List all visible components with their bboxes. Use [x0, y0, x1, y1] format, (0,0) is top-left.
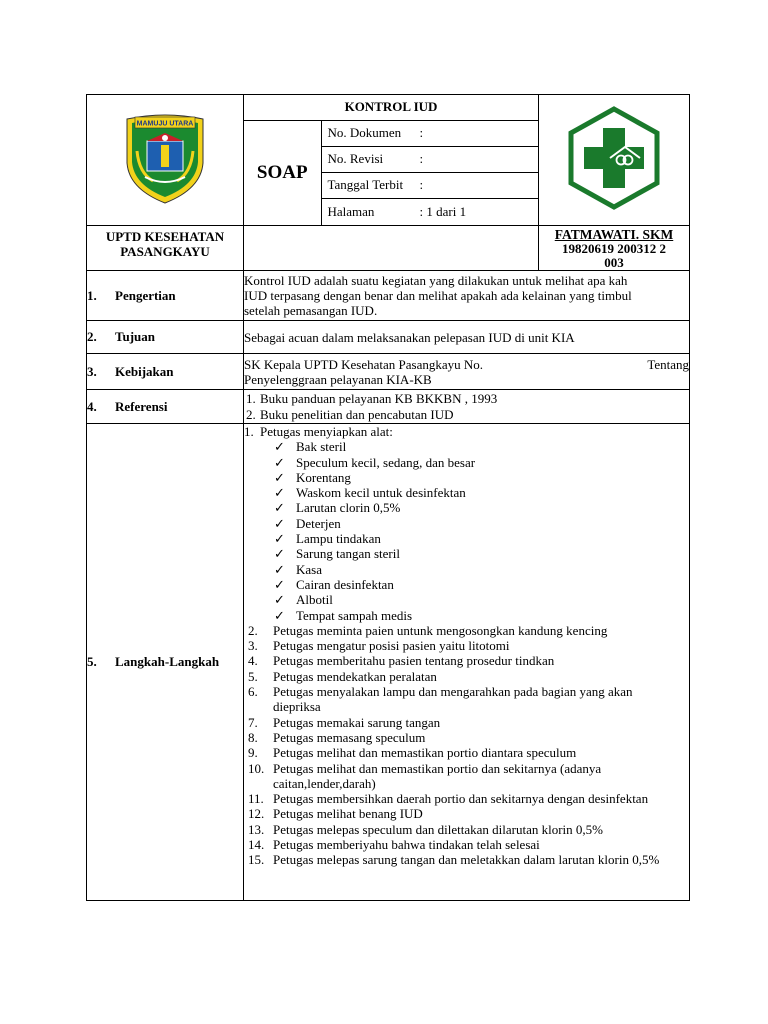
sop-document-table [86, 94, 690, 901]
soap-label: SOAP [244, 120, 321, 225]
meta-label: Tanggal Terbit [327, 177, 404, 192]
section-label-pengertian: 1. Pengertian [87, 271, 244, 321]
checkmark-icon: ✓ [274, 561, 285, 577]
checkmark-icon: ✓ [274, 576, 285, 592]
list-item: 1. Buku panduan pelayanan KB BKKBN , 1993 [246, 391, 498, 407]
checklist-item: ✓ Sarung tangan steril [274, 546, 400, 562]
checklist-item: ✓ Kasa [274, 561, 322, 577]
meta-row-halaman: Halaman : 1 dari 1 [327, 203, 467, 219]
checklist-item: ✓ Larutan clorin 0,5% [274, 500, 401, 516]
empty-center-cell [244, 226, 539, 271]
section-label-langkah: 5. Langkah-Langkah [87, 424, 244, 901]
list-item: 14. Petugas memberiyahu bahwa tindakan telah selesai [248, 837, 540, 853]
left-logo-cell [87, 95, 244, 226]
checklist-item: ✓ Speculum kecil, sedang, dan besar [274, 454, 476, 470]
list-item: 3. Petugas mengatur posisi pasien yaitu litotomi [248, 638, 510, 654]
meta-label: Halaman [327, 203, 375, 219]
meta-value: 1 dari 1 [426, 203, 467, 219]
list-item: 12. Petugas melihat benang IUD [248, 806, 423, 822]
section-label-tujuan: 2. Tujuan [87, 321, 244, 354]
checklist-item: ✓ Albotil [274, 592, 333, 608]
checkmark-icon: ✓ [274, 469, 285, 485]
section-content-kebijakan: SK Kepala UPTD Kesehatan Pasangkayu No. Tentang Penyelenggraan pelayanan KIA-KB [244, 354, 690, 390]
meta-row-tanggal-terbit: Tanggal Terbit : [321, 172, 538, 198]
checkmark-icon: ✓ [274, 607, 285, 623]
checkmark-icon: ✓ [274, 439, 285, 455]
crest-banner-text: MAMUJU UTARA [136, 120, 194, 128]
checklist-item: ✓ Cairan desinfektan [274, 576, 394, 592]
section-content-tujuan: Sebagai acuan dalam melaksanakan pelepasan IUD di unit KIA [244, 321, 690, 354]
list-item: 15. Petugas melepas sarung tangan dan meletakkan dalam larutan klorin 0,5% [248, 852, 660, 868]
document-title: KONTROL IUD [244, 95, 538, 120]
checkmark-icon: ✓ [274, 485, 285, 501]
puskesmas-health-logo-icon [566, 106, 662, 210]
signer-name: FATMAWATI. SKM [554, 227, 674, 242]
section-content-referensi [244, 390, 690, 424]
section-label-referensi: 4. Referensi [87, 390, 244, 424]
list-item: 5. Petugas mendekatkan peralatan [248, 668, 437, 684]
checklist-item: ✓ Bak steril [274, 439, 347, 455]
checkmark-icon: ✓ [274, 500, 285, 516]
checklist-item: ✓ Deterjen [274, 515, 341, 531]
list-item: 6. Petugas menyalakan lampu dan mengarahkan pada bagian yang akan diepriksa [248, 684, 633, 715]
checkmark-icon: ✓ [274, 515, 285, 531]
signer-block [539, 226, 690, 271]
checkmark-icon: ✓ [274, 454, 285, 470]
checkmark-icon: ✓ [274, 546, 285, 562]
signer-id-line2: 003 [604, 255, 624, 270]
section-content-pengertian: Kontrol IUD adalah suatu kegiatan yang dilakukan untuk melihat apa kah IUD terpasang dengan benar dan melihat apakah ada kelainan yang timbul setelah pemasangan IUD. [244, 271, 690, 321]
checklist-item: ✓ Korentang [274, 469, 351, 485]
signer-id-line1: 19820619 200312 2 [562, 241, 666, 256]
section-label-kebijakan: 3. Kebijakan [87, 354, 244, 390]
header-meta-table [244, 95, 538, 225]
checkmark-icon: ✓ [274, 531, 285, 547]
meta-row-no-revisi: No. Revisi : [321, 146, 538, 172]
list-item: 11. Petugas membersihkan daerah portio dan sekitarnya dengan desinfektan [248, 791, 649, 807]
checklist-item: ✓ Lampu tindakan [274, 531, 381, 547]
meta-label: No. Revisi [327, 151, 384, 166]
list-item: 13. Petugas melepas speculum dan dilettakan dilarutan klorin 0,5% [248, 821, 603, 837]
meta-label: No. Dokumen [327, 125, 402, 140]
meta-row-no-dokumen: No. Dokumen : [321, 120, 538, 146]
mamuju-utara-crest-icon [123, 111, 207, 205]
checkmark-icon: ✓ [274, 592, 285, 608]
list-item: 9. Petugas melihat dan memastikan portio diantara speculum [248, 745, 577, 761]
tools-checklist [244, 439, 683, 623]
list-item: 2. Petugas meminta paien untunk mengosongkan kandung kencing [248, 622, 608, 638]
list-item: 4. Petugas memberitahu pasien tentang prosedur tindkan [248, 653, 555, 669]
section-content-langkah [244, 424, 690, 901]
list-item: 10. Petugas melihat dan memastikan portio dan sekitarnya (adanya caitan,lender,darah) [248, 760, 602, 791]
right-logo-cell [539, 95, 690, 226]
list-item: 8. Petugas memasang speculum [248, 729, 426, 745]
checklist-item: ✓ Waskom kecil untuk desinfektan [274, 485, 466, 501]
header-center-cell [244, 95, 539, 226]
list-item: 7. Petugas memakai sarung tangan [248, 714, 441, 730]
steps-list [244, 623, 683, 868]
organization-name: UPTD KESEHATAN PASANGKAYU [87, 226, 244, 271]
list-item: 1. Petugas menyiapkan alat: [244, 424, 393, 439]
checklist-item: ✓ Tempat sampah medis [274, 607, 413, 623]
list-item: 2. Buku penelitian dan pencabutan IUD [246, 406, 454, 422]
